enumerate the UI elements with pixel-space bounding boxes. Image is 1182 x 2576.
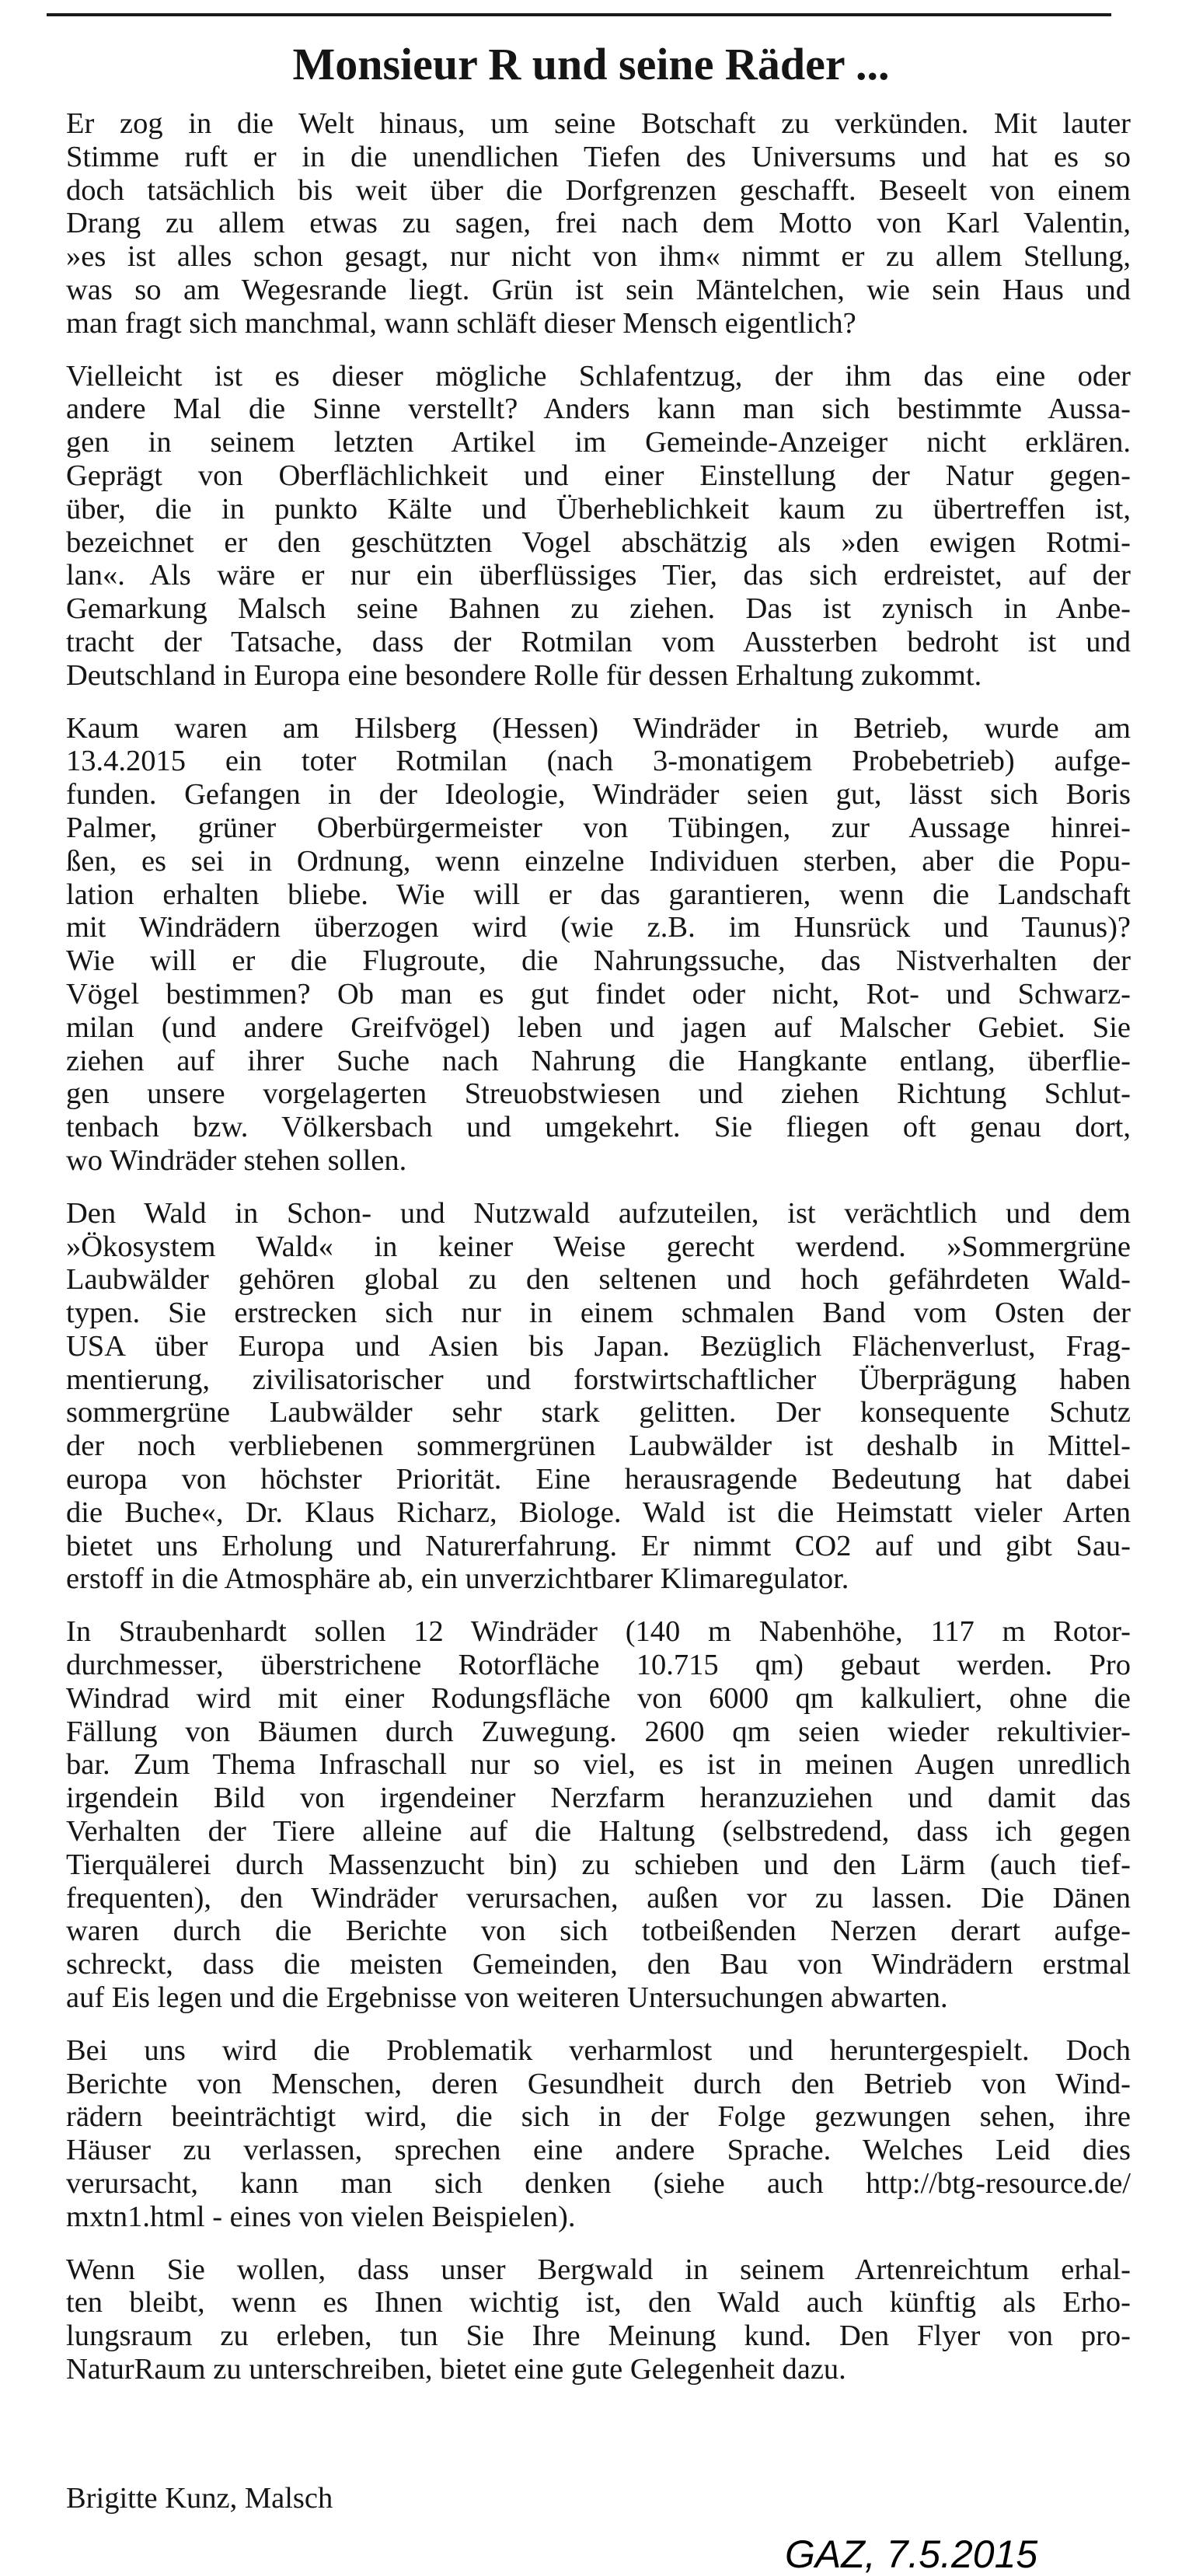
paragraph-line: Wenn Sie wollen, dass unser Bergwald in seinem Artenreichtum erhal- — [66, 2253, 1131, 2286]
paragraph-line: Fällung von Bäumen durch Zuwegung. 2600 qm seien wieder rekultivier- — [66, 1715, 1131, 1748]
paragraph-line: man fragt sich manchmal, wann schläft dieser Mensch eigentlich? — [66, 306, 856, 340]
paragraph-line: Verhalten der Tiere alleine auf die Haltung (selbstredend, dass ich gegen — [66, 1815, 1131, 1848]
paragraph-line: lan«. Als wäre er nur ein überflüssiges Tier, das sich erdreistet, auf der — [66, 559, 1131, 592]
source-date-tag: GAZ, 7.5.2015 — [785, 2532, 1038, 2576]
paragraph-line: der noch verbliebenen sommergrünen Laubwälder ist deshalb in Mittel- — [66, 1429, 1131, 1463]
paragraph-line: mit Windrädern überzogen wird (wie z.B. im Hunsrück und Taunus)? — [66, 911, 1131, 944]
paragraph-line: Drang zu allem etwas zu sagen, frei nach dem Motto von Karl Valentin, — [66, 207, 1131, 240]
paragraph-line: wo Windräder stehen sollen. — [66, 1143, 407, 1177]
paragraph-line: gen unsere vorgelagerten Streuobstwiesen und ziehen Richtung Schlut- — [66, 1077, 1131, 1111]
paragraph-line: NaturRaum zu unterschreiben, bietet eine gute Gelegenheit dazu. — [66, 2353, 846, 2386]
paragraph-line: USA über Europa und Asien bis Japan. Bezüglich Flächenverlust, Frag- — [66, 1329, 1131, 1363]
article-paragraph — [66, 107, 1131, 340]
paragraph-line: doch tatsächlich bis weit über die Dorfgrenzen geschafft. Beseelt von einem — [66, 173, 1131, 207]
paragraph-line: erstoff in die Atmosphäre ab, ein unverzichtbarer Klimaregulator. — [66, 1562, 849, 1596]
paragraph-line: milan (und andere Greifvögel) leben und jagen auf Malscher Gebiet. Sie — [66, 1011, 1131, 1044]
paragraph-line: ten bleibt, wenn es Ihnen wichtig ist, den Wald auch künftig als Erho- — [66, 2286, 1131, 2319]
paragraph-line: bietet uns Erholung und Naturerfahrung. Er nimmt CO2 auf und gibt Sau- — [66, 1529, 1131, 1562]
paragraph-line: »Ökosystem Wald« in keiner Weise gerecht werdend. »Sommergrüne — [66, 1230, 1131, 1263]
paragraph-line: Vögel bestimmen? Ob man es gut findet oder nicht, Rot- und Schwarz- — [66, 977, 1131, 1011]
paragraph-line: Kaum waren am Hilsberg (Hessen) Windräder in Betrieb, wurde am — [66, 711, 1131, 745]
paragraph-line: gen in seinem letzten Artikel im Gemeinde-Anzeiger nicht erklären. — [66, 426, 1131, 459]
paragraph-line: lungsraum zu erleben, tun Sie Ihre Meinung kund. Den Flyer von pro- — [66, 2319, 1131, 2353]
paragraph-line: mxtn1.html - eines von vielen Beispielen). — [66, 2200, 576, 2233]
paragraph-line: andere Mal die Sinne verstellt? Anders kann man sich bestimmte Aussa- — [66, 393, 1131, 426]
article-paragraph — [66, 1615, 1131, 2015]
paragraph-line: die Buche«, Dr. Klaus Richarz, Biologe. Wald ist die Heimstatt vieler Arten — [66, 1496, 1131, 1529]
paragraph-line: Gemarkung Malsch seine Bahnen zu ziehen. Das ist zynisch in Anbe- — [66, 592, 1131, 626]
paragraph-line: verursacht, kann man sich denken (siehe auch http://btg-resource.de/ — [66, 2167, 1131, 2201]
article-paragraph — [66, 360, 1131, 693]
paragraph-line: tracht der Tatsache, dass der Rotmilan vom Aussterben bedroht ist und — [66, 625, 1131, 658]
paragraph-line: Wie will er die Flugroute, die Nahrungssuche, das Nistverhalten der — [66, 944, 1131, 978]
top-rule — [47, 13, 1111, 16]
paragraph-line: tenbach bzw. Völkersbach und umgekehrt. Sie fliegen oft genau dort, — [66, 1111, 1131, 1144]
paragraph-line: durchmesser, überstrichene Rotorfläche 10.715 qm) gebaut werden. Pro — [66, 1649, 1131, 1682]
paragraph-line: bezeichnet er den geschützten Vogel abschätzig als »den ewigen Rotmi- — [66, 525, 1131, 559]
paragraph-line: 13.4.2015 ein toter Rotmilan (nach 3-monatigem Probebetrieb) aufge- — [66, 745, 1131, 778]
paragraph-line: Den Wald in Schon- und Nutzwald aufzuteilen, ist verächtlich und dem — [66, 1196, 1131, 1230]
paragraph-line: mentierung, zivilisatorischer und forstwirtschaftlicher Überprägung haben — [66, 1363, 1131, 1396]
paragraph-line: ßen, es sei in Ordnung, wenn einzelne Individuen sterben, aber die Popu- — [66, 844, 1131, 878]
paragraph-line: sommergrüne Laubwälder sehr stark gelitten. Der konsequente Schutz — [66, 1396, 1131, 1429]
paragraph-line: waren durch die Berichte von sich totbeißenden Nerzen derart aufge- — [66, 1915, 1131, 1948]
paragraph-line: Tierquälerei durch Massenzucht bin) zu schieben und den Lärm (auch tief- — [66, 1848, 1131, 1881]
article-body — [66, 107, 1131, 2406]
author-signature: Brigitte Kunz, Malsch — [66, 2482, 333, 2515]
paragraph-line: funden. Gefangen in der Ideologie, Windräder seien gut, lässt sich Boris — [66, 778, 1131, 812]
paragraph-line: Laubwälder gehören global zu den seltenen und hoch gefährdeten Wald- — [66, 1263, 1131, 1297]
paragraph-line: Er zog in die Welt hinaus, um seine Botschaft zu verkünden. Mit lauter — [66, 107, 1131, 140]
paragraph-line: Deutschland in Europa eine besondere Rolle für dessen Erhaltung zukommt. — [66, 658, 982, 692]
paragraph-line: rädern beeinträchtigt wird, die sich in der Folge gezwungen sehen, ihre — [66, 2100, 1131, 2134]
paragraph-line: bar. Zum Thema Infraschall nur so viel, es ist in meinen Augen unredlich — [66, 1748, 1131, 1782]
article-paragraph — [66, 712, 1131, 1178]
paragraph-line: typen. Sie erstrecken sich nur in einem schmalen Band vom Osten der — [66, 1297, 1131, 1330]
paragraph-line: In Straubenhardt sollen 12 Windräder (140 m Nabenhöhe, 117 m Rotor- — [66, 1615, 1131, 1649]
article-paragraph — [66, 2034, 1131, 2234]
paragraph-line: Palmer, grüner Oberbürgermeister von Tübingen, zur Aussage hinrei- — [66, 811, 1131, 844]
paragraph-line: Berichte von Menschen, deren Gesundheit durch den Betrieb von Wind- — [66, 2067, 1131, 2100]
paragraph-line: Geprägt von Oberflächlichkeit und einer Einstellung der Natur gegen- — [66, 459, 1131, 492]
paragraph-line: Windrad wird mit einer Rodungsfläche von 6000 qm kalkuliert, ohne die — [66, 1681, 1131, 1715]
paragraph-line: ziehen auf ihrer Suche nach Nahrung die Hangkante entlang, überflie- — [66, 1044, 1131, 1077]
paragraph-line: Vielleicht ist es dieser mögliche Schlafentzug, der ihm das eine oder — [66, 359, 1131, 393]
paragraph-line: Häuser zu verlassen, sprechen eine andere Sprache. Welches Leid dies — [66, 2134, 1131, 2167]
paragraph-line: was so am Wegesrande liegt. Grün ist sein Mäntelchen, wie sein Haus und — [66, 273, 1131, 306]
paragraph-line: schreckt, dass die meisten Gemeinden, den Bau von Windrädern erstmal — [66, 1948, 1131, 1981]
paragraph-line: europa von höchster Priorität. Eine herausragende Bedeutung hat dabei — [66, 1463, 1131, 1496]
paragraph-line: Stimme ruft er in die unendlichen Tiefen des Universums und hat es so — [66, 140, 1131, 173]
article-title: Monsieur R und seine Räder ... — [292, 39, 890, 89]
paragraph-line: »es ist alles schon gesagt, nur nicht von ihm« nimmt er zu allem Stellung, — [66, 240, 1131, 274]
paragraph-line: irgendein Bild von irgendeiner Nerzfarm heranzuziehen und damit das — [66, 1782, 1131, 1815]
article-paragraph — [66, 2253, 1131, 2386]
paragraph-line: frequenten), den Windräder verursachen, außen vor zu lassen. Die Dänen — [66, 1881, 1131, 1915]
paragraph-line: über, die in punkto Kälte und Überheblichkeit kaum zu übertreffen ist, — [66, 492, 1131, 525]
article-paragraph — [66, 1197, 1131, 1597]
paragraph-line: auf Eis legen und die Ergebnisse von weiteren Untersuchungen abwarten. — [66, 1981, 948, 2015]
paragraph-line: lation erhalten bliebe. Wie will er das garantieren, wenn die Landschaft — [66, 878, 1131, 911]
paragraph-line: Bei uns wird die Problematik verharmlost und heruntergespielt. Doch — [66, 2033, 1131, 2067]
